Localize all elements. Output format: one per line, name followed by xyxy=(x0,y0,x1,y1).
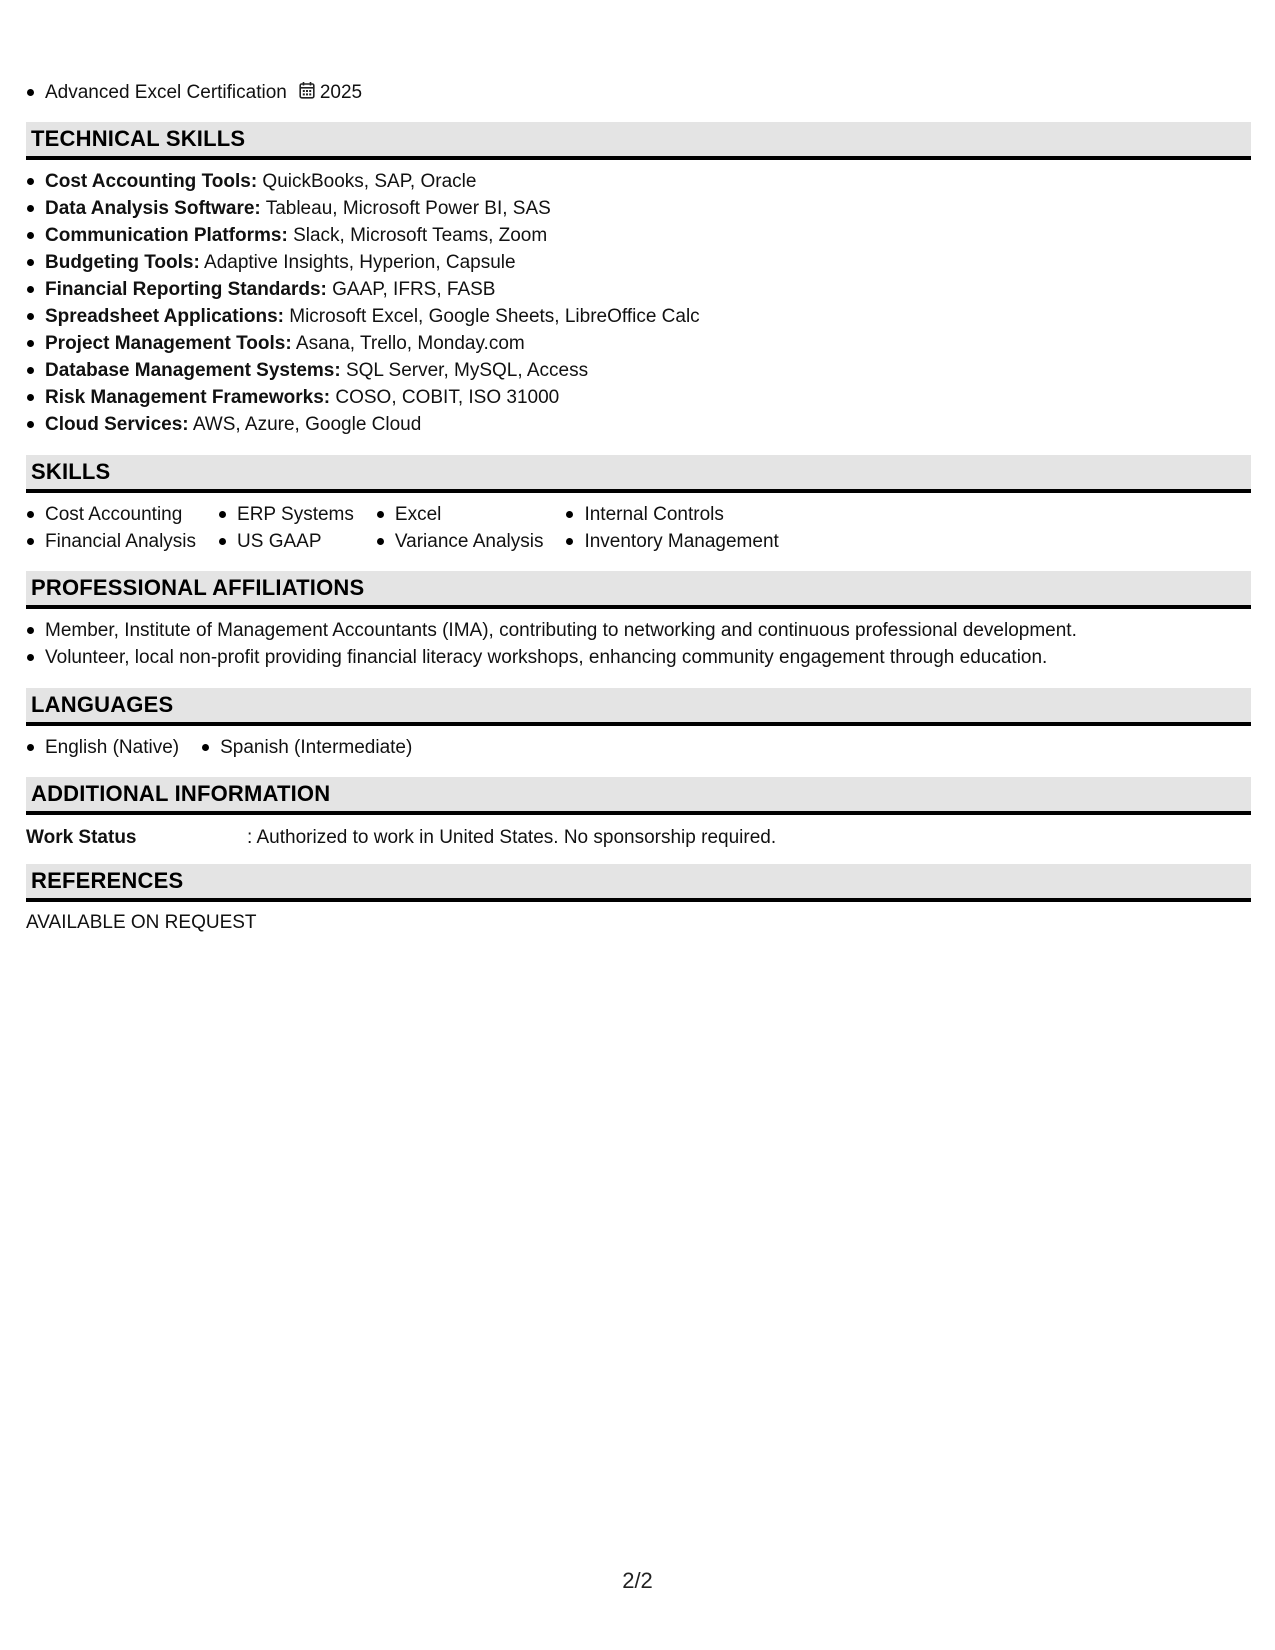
bullet xyxy=(27,205,34,212)
skill-value: AWS, Azure, Google Cloud xyxy=(188,413,422,435)
bullet xyxy=(27,394,34,401)
list-item xyxy=(26,195,1251,222)
skill-value: GAAP, IFRS, FASB xyxy=(326,278,496,300)
section-title: ADDITIONAL INFORMATION xyxy=(31,781,331,806)
skill-value: Adaptive Insights, Hyperion, Capsule xyxy=(199,251,516,273)
skills-column xyxy=(565,501,778,555)
bullet xyxy=(27,421,34,428)
bullet xyxy=(27,286,34,293)
technical-skills-list xyxy=(26,160,1251,438)
list-item xyxy=(26,249,1251,276)
list-item xyxy=(26,501,196,528)
list-item xyxy=(26,644,1251,671)
certification-item xyxy=(26,79,362,106)
section-title: PROFESSIONAL AFFILIATIONS xyxy=(31,575,365,600)
skill-name: ERP Systems xyxy=(237,503,354,525)
bullet xyxy=(27,627,34,634)
bullet xyxy=(27,654,34,661)
skill-value: SQL Server, MySQL, Access xyxy=(340,359,589,381)
list-item xyxy=(26,330,1251,357)
bullet xyxy=(27,367,34,374)
skill-name: Internal Controls xyxy=(584,503,724,525)
bullet xyxy=(566,511,573,518)
list-item xyxy=(26,528,196,555)
references-heading xyxy=(26,864,1251,902)
certification-year: 2025 xyxy=(319,81,363,103)
bullet xyxy=(27,744,34,751)
list-item xyxy=(218,501,354,528)
skill-name: US GAAP xyxy=(237,530,322,552)
references-text: AVAILABLE ON REQUEST xyxy=(26,912,257,933)
languages-heading xyxy=(26,688,1251,726)
bullet xyxy=(27,89,34,96)
list-item xyxy=(376,528,544,555)
bullet xyxy=(202,744,209,751)
list-item xyxy=(26,734,179,761)
additional-info-heading xyxy=(26,777,1251,815)
skill-value: Asana, Trello, Monday.com xyxy=(291,332,525,354)
skill-label: Communication Platforms: xyxy=(45,224,288,246)
language-text: Spanish (Intermediate) xyxy=(220,736,413,758)
list-item xyxy=(26,357,1251,384)
page-number: 2/2 xyxy=(622,1568,653,1593)
skill-label: Cost Accounting Tools: xyxy=(45,170,258,192)
bullet xyxy=(27,178,34,185)
section-title: TECHNICAL SKILLS xyxy=(31,126,246,151)
list-item xyxy=(565,528,778,555)
skill-label: Cloud Services: xyxy=(45,413,189,435)
technical-skills-section xyxy=(26,122,1251,438)
bullet xyxy=(377,538,384,545)
skill-name: Excel xyxy=(394,503,442,525)
bullet xyxy=(27,511,34,518)
technical-skills-heading xyxy=(26,122,1251,160)
bullet xyxy=(27,313,34,320)
bullet xyxy=(377,511,384,518)
affiliations-section xyxy=(26,571,1251,671)
skill-name: Inventory Management xyxy=(584,530,779,552)
section-title: SKILLS xyxy=(31,459,111,484)
additional-info-section xyxy=(26,777,1251,850)
skill-name: Financial Analysis xyxy=(45,530,197,552)
skills-section xyxy=(26,455,1251,555)
bullet xyxy=(27,340,34,347)
list-item xyxy=(201,734,412,761)
skill-value: Slack, Microsoft Teams, Zoom xyxy=(287,224,548,246)
skill-label: Financial Reporting Standards: xyxy=(45,278,327,300)
skills-columns xyxy=(26,493,1251,555)
list-item xyxy=(26,303,1251,330)
languages-section xyxy=(26,688,1251,761)
calendar-icon xyxy=(299,81,315,105)
skill-label: Spreadsheet Applications: xyxy=(45,305,284,327)
skill-name: Cost Accounting xyxy=(45,503,183,525)
list-item xyxy=(376,501,544,528)
skill-label: Risk Management Frameworks: xyxy=(45,386,331,408)
skill-value: COSO, COBIT, ISO 31000 xyxy=(330,386,560,408)
skills-column xyxy=(26,501,196,555)
list-item xyxy=(26,222,1251,249)
skill-label: Budgeting Tools: xyxy=(45,251,200,273)
bullet xyxy=(27,232,34,239)
bullet xyxy=(27,538,34,545)
bullet xyxy=(566,538,573,545)
affiliations-heading xyxy=(26,571,1251,609)
work-status-label: Work Status xyxy=(26,826,137,848)
skill-label: Project Management Tools: xyxy=(45,332,292,354)
bullet xyxy=(27,259,34,266)
section-title: LANGUAGES xyxy=(31,692,174,717)
skill-label: Data Analysis Software: xyxy=(45,197,261,219)
affiliations-list xyxy=(26,609,1251,671)
list-item xyxy=(565,501,778,528)
references-section xyxy=(26,864,1251,934)
skill-name: Variance Analysis xyxy=(394,530,544,552)
list-item xyxy=(218,528,354,555)
skills-column xyxy=(218,501,354,555)
bullet xyxy=(219,538,226,545)
skill-value: Microsoft Excel, Google Sheets, LibreOffice Calc xyxy=(283,305,700,327)
section-title: REFERENCES xyxy=(31,868,184,893)
skill-label: Database Management Systems: xyxy=(45,359,341,381)
affiliation-text: Member, Institute of Management Accountants (IMA), contributing to networking and continuous professional development. xyxy=(45,619,1077,641)
certification-name: Advanced Excel Certification xyxy=(45,81,287,103)
affiliation-text: Volunteer, local non-profit providing financial literacy workshops, enhancing community engagement through education. xyxy=(45,646,1048,668)
skills-column xyxy=(376,501,544,555)
language-text: English (Native) xyxy=(45,736,180,758)
languages-list xyxy=(26,726,1251,761)
list-item xyxy=(26,276,1251,303)
work-status-row xyxy=(26,823,1251,850)
list-item xyxy=(26,384,1251,411)
work-status-value: : Authorized to work in United States. No sponsorship required. xyxy=(247,826,777,848)
skill-value: QuickBooks, SAP, Oracle xyxy=(257,170,477,192)
list-item xyxy=(26,617,1251,644)
skills-heading xyxy=(26,455,1251,493)
skill-value: Tableau, Microsoft Power BI, SAS xyxy=(260,197,551,219)
bullet xyxy=(219,511,226,518)
list-item xyxy=(26,411,1251,438)
list-item xyxy=(26,168,1251,195)
additional-info-body xyxy=(26,815,1251,850)
